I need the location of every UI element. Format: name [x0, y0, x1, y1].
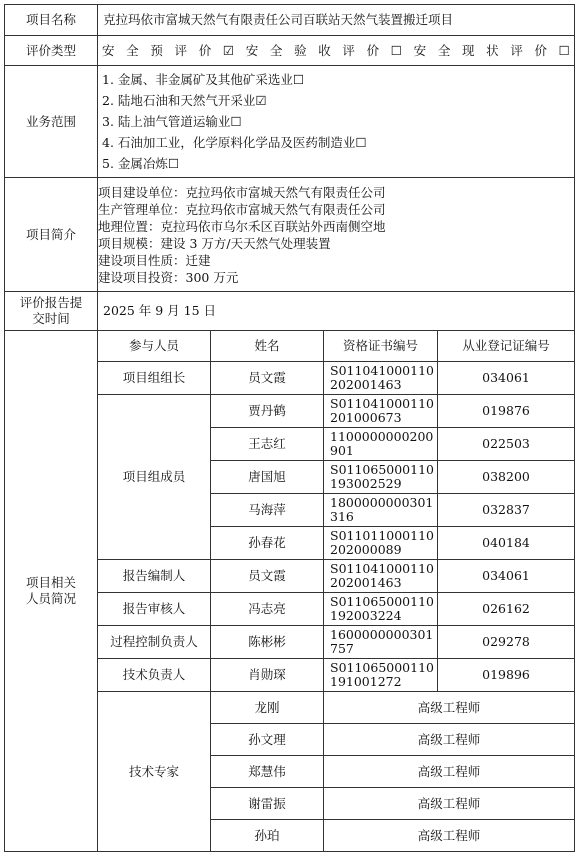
report-time-label-line: 评价报告提 [19, 295, 83, 310]
business-scope-item: 2. 陆地石油和天然气开采业☑ [102, 93, 267, 108]
eval-type-char: 全 [437, 42, 451, 58]
report-time-row [5, 292, 575, 331]
unchecked-checkbox-icon: ☐ [390, 42, 402, 58]
eval-type-char: 价 [198, 42, 212, 58]
brief-line: 地理位置：克拉玛依市乌尔禾区百联站外西南侧空地 [98, 218, 386, 234]
eval-type-char: 验 [294, 42, 307, 58]
person-cert: S011065000110192003224 [324, 593, 438, 626]
person-cert: S011011000110202000089 [324, 527, 438, 560]
person-reg: 019896 [438, 659, 575, 692]
header-reg: 从业登记证编号 [438, 331, 575, 362]
eval-type-char: 价 [366, 42, 380, 58]
person-reg: 029278 [438, 626, 575, 659]
business-scope-item: 4. 石油加工业，化学原料化学品及医药制造业☐ [102, 135, 367, 150]
person-reg: 034061 [438, 362, 575, 395]
person-cert: S011041000110202001463 [324, 362, 438, 395]
report-time-label [5, 292, 98, 331]
project-brief-label: 项目简介 [5, 178, 98, 292]
project-info-table [4, 4, 575, 852]
person-reg: 026162 [438, 593, 575, 626]
eval-type-char: 评 [174, 42, 188, 58]
eval-type-char: 全 [269, 42, 283, 58]
person-cert: S011065000110193002529 [324, 461, 438, 494]
eval-type-char: 安 [102, 42, 115, 58]
eval-type-char: 收 [318, 42, 331, 58]
person-name: 孙春花 [211, 527, 324, 560]
business-scope-item: 1. 金属、非金属矿及其他矿采选业☐ [102, 72, 305, 87]
person-reg: 040184 [438, 527, 575, 560]
business-scope-item: 5. 金属冶炼☐ [102, 156, 180, 171]
eval-type-char: 评 [510, 42, 523, 58]
report-time-value: 2025 年 9 月 15 日 [98, 292, 575, 331]
header-name: 姓名 [211, 331, 324, 362]
person-name: 员文霞 [211, 362, 324, 395]
expert-title: 高级工程师 [324, 788, 575, 820]
header-cert: 资格证书编号 [324, 331, 438, 362]
person-name: 贾丹鹤 [211, 395, 324, 428]
person-cert: S011041000110202001463 [324, 560, 438, 593]
expert-title: 高级工程师 [324, 692, 575, 724]
role-experts: 技术专家 [98, 692, 211, 852]
eval-type-char: 价 [534, 42, 548, 58]
person-reg: 038200 [438, 461, 575, 494]
expert-name: 孙珀 [211, 820, 324, 852]
business-scope-label: 业务范围 [5, 66, 98, 178]
eval-type-row [5, 36, 575, 66]
expert-title: 高级工程师 [324, 724, 575, 756]
checked-checkbox-icon: ☑ [222, 42, 235, 58]
project-name-value: 克拉玛依市富城天然气有限责任公司百联站天然气装置搬迁项目 [98, 5, 575, 36]
role-writer: 报告编制人 [98, 560, 211, 593]
role-leader: 项目组组长 [98, 362, 211, 395]
expert-name: 谢雷振 [211, 788, 324, 820]
person-cert: 1100000000200901 [324, 428, 438, 461]
person-name: 唐国旭 [211, 461, 324, 494]
role-members: 项目组成员 [98, 395, 211, 560]
role-process: 过程控制负责人 [98, 626, 211, 659]
personnel-label-line: 人员简况 [25, 591, 76, 606]
business-scope-item: 3. 陆上油气管道运输业☐ [102, 114, 242, 129]
person-cert: S011065000110191001272 [324, 659, 438, 692]
personnel-label [5, 331, 98, 852]
person-name: 陈彬彬 [211, 626, 324, 659]
person-name: 冯志亮 [211, 593, 324, 626]
brief-line: 建设项目投资：300 万元 [98, 269, 239, 285]
eval-type-char: 全 [126, 42, 139, 58]
project-name-label: 项目名称 [5, 5, 98, 36]
eval-type-char: 评 [342, 42, 355, 58]
person-reg: 019876 [438, 395, 575, 428]
eval-type-char: 预 [150, 42, 163, 58]
person-reg: 032837 [438, 494, 575, 527]
unchecked-checkbox-icon: ☐ [558, 42, 570, 58]
eval-type-label: 评价类型 [5, 36, 98, 66]
eval-type-char: 安 [413, 42, 427, 58]
person-cert: S011041000110201000673 [324, 395, 438, 428]
eval-type-char: 状 [486, 42, 499, 58]
business-scope-row [5, 66, 575, 178]
expert-name: 龙刚 [211, 692, 324, 724]
person-name: 马海萍 [211, 494, 324, 527]
expert-title: 高级工程师 [324, 756, 575, 788]
eval-type-char: 安 [245, 42, 259, 58]
eval-type-options [98, 36, 575, 66]
brief-line: 项目建设单位：克拉玛依市富城天然气有限责任公司 [98, 184, 386, 200]
person-cert: 1800000000301316 [324, 494, 438, 527]
expert-name: 郑慧伟 [211, 756, 324, 788]
person-reg: 022503 [438, 428, 575, 461]
expert-title: 高级工程师 [324, 820, 575, 852]
expert-name: 孙文理 [211, 724, 324, 756]
personnel-header-row [5, 331, 575, 362]
project-name-row [5, 5, 575, 36]
business-scope-list [98, 66, 575, 178]
person-name: 王志红 [211, 428, 324, 461]
project-brief-content [98, 178, 575, 292]
person-name: 肖勋琛 [211, 659, 324, 692]
brief-line: 生产管理单位：克拉玛依市富城天然气有限责任公司 [98, 201, 386, 217]
role-tech: 技术负责人 [98, 659, 211, 692]
person-reg: 034061 [438, 560, 575, 593]
eval-type-char: 现 [461, 42, 475, 58]
personnel-label-line: 项目相关 [25, 575, 76, 590]
report-time-label-line: 交时间 [32, 311, 70, 326]
person-name: 员文霞 [211, 560, 324, 593]
project-brief-row [5, 178, 575, 292]
person-cert: 1600000000301757 [324, 626, 438, 659]
role-reviewer: 报告审核人 [98, 593, 211, 626]
header-role: 参与人员 [98, 331, 211, 362]
brief-line: 项目规模：建设 3 万方/天天然气处理装置 [98, 235, 331, 251]
brief-line: 建设项目性质：迁建 [98, 252, 211, 268]
